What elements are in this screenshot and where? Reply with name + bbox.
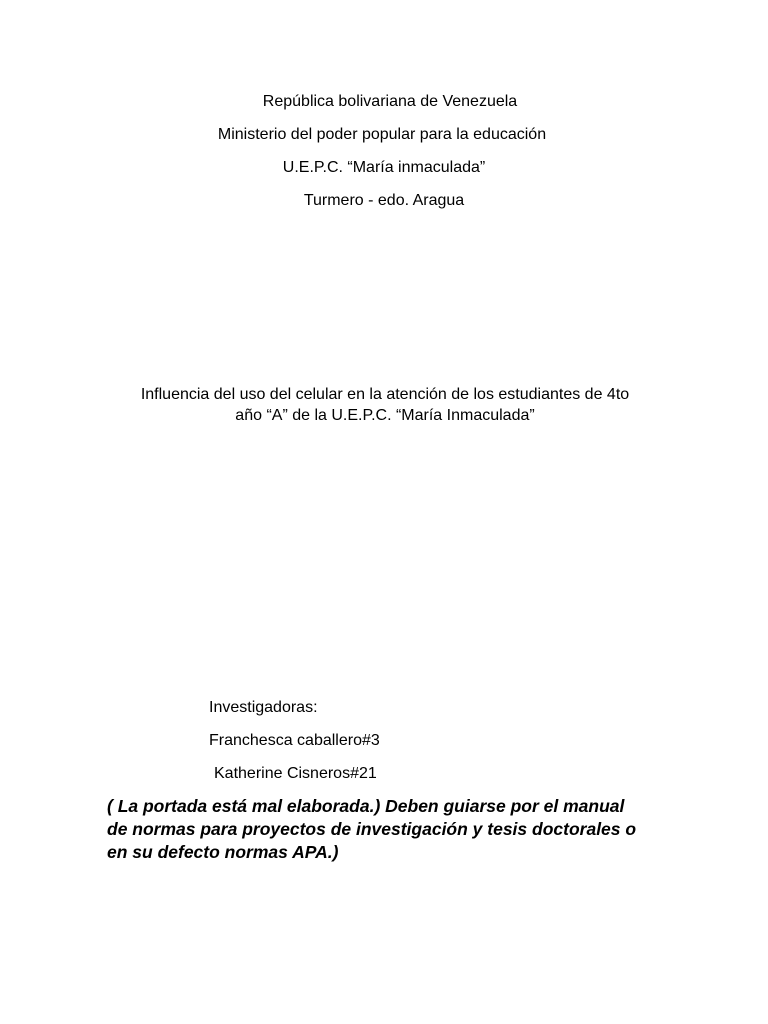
header-school: U.E.P.C. “María inmaculada”	[282, 159, 486, 176]
review-note-line-3: en su defecto normas APA.)	[107, 842, 339, 862]
review-note-line-2: de normas para proyectos de investigación y tesis doctorales o	[107, 819, 637, 839]
author-franchesca: Franchesca caballero#3	[209, 732, 380, 749]
research-title	[90, 384, 680, 426]
research-title-line-2: año “A” de la U.E.P.C. “María Inmaculada”	[235, 407, 535, 424]
author-katherine: Katherine Cisneros#21	[214, 765, 377, 782]
header-republic: República bolivariana de Venezuela	[262, 93, 518, 110]
research-title-line-1: Influencia del uso del celular en la atención de los estudiantes de 4to	[140, 386, 630, 403]
header-location: Turmero - edo. Aragua	[303, 192, 465, 209]
review-note-line-1: ( La portada está mal elaborada.) Deben guiarse por el manual	[107, 796, 625, 816]
header-ministry: Ministerio del poder popular para la educación	[217, 126, 547, 143]
authors-label: Investigadoras:	[209, 699, 318, 716]
review-note	[107, 795, 667, 864]
